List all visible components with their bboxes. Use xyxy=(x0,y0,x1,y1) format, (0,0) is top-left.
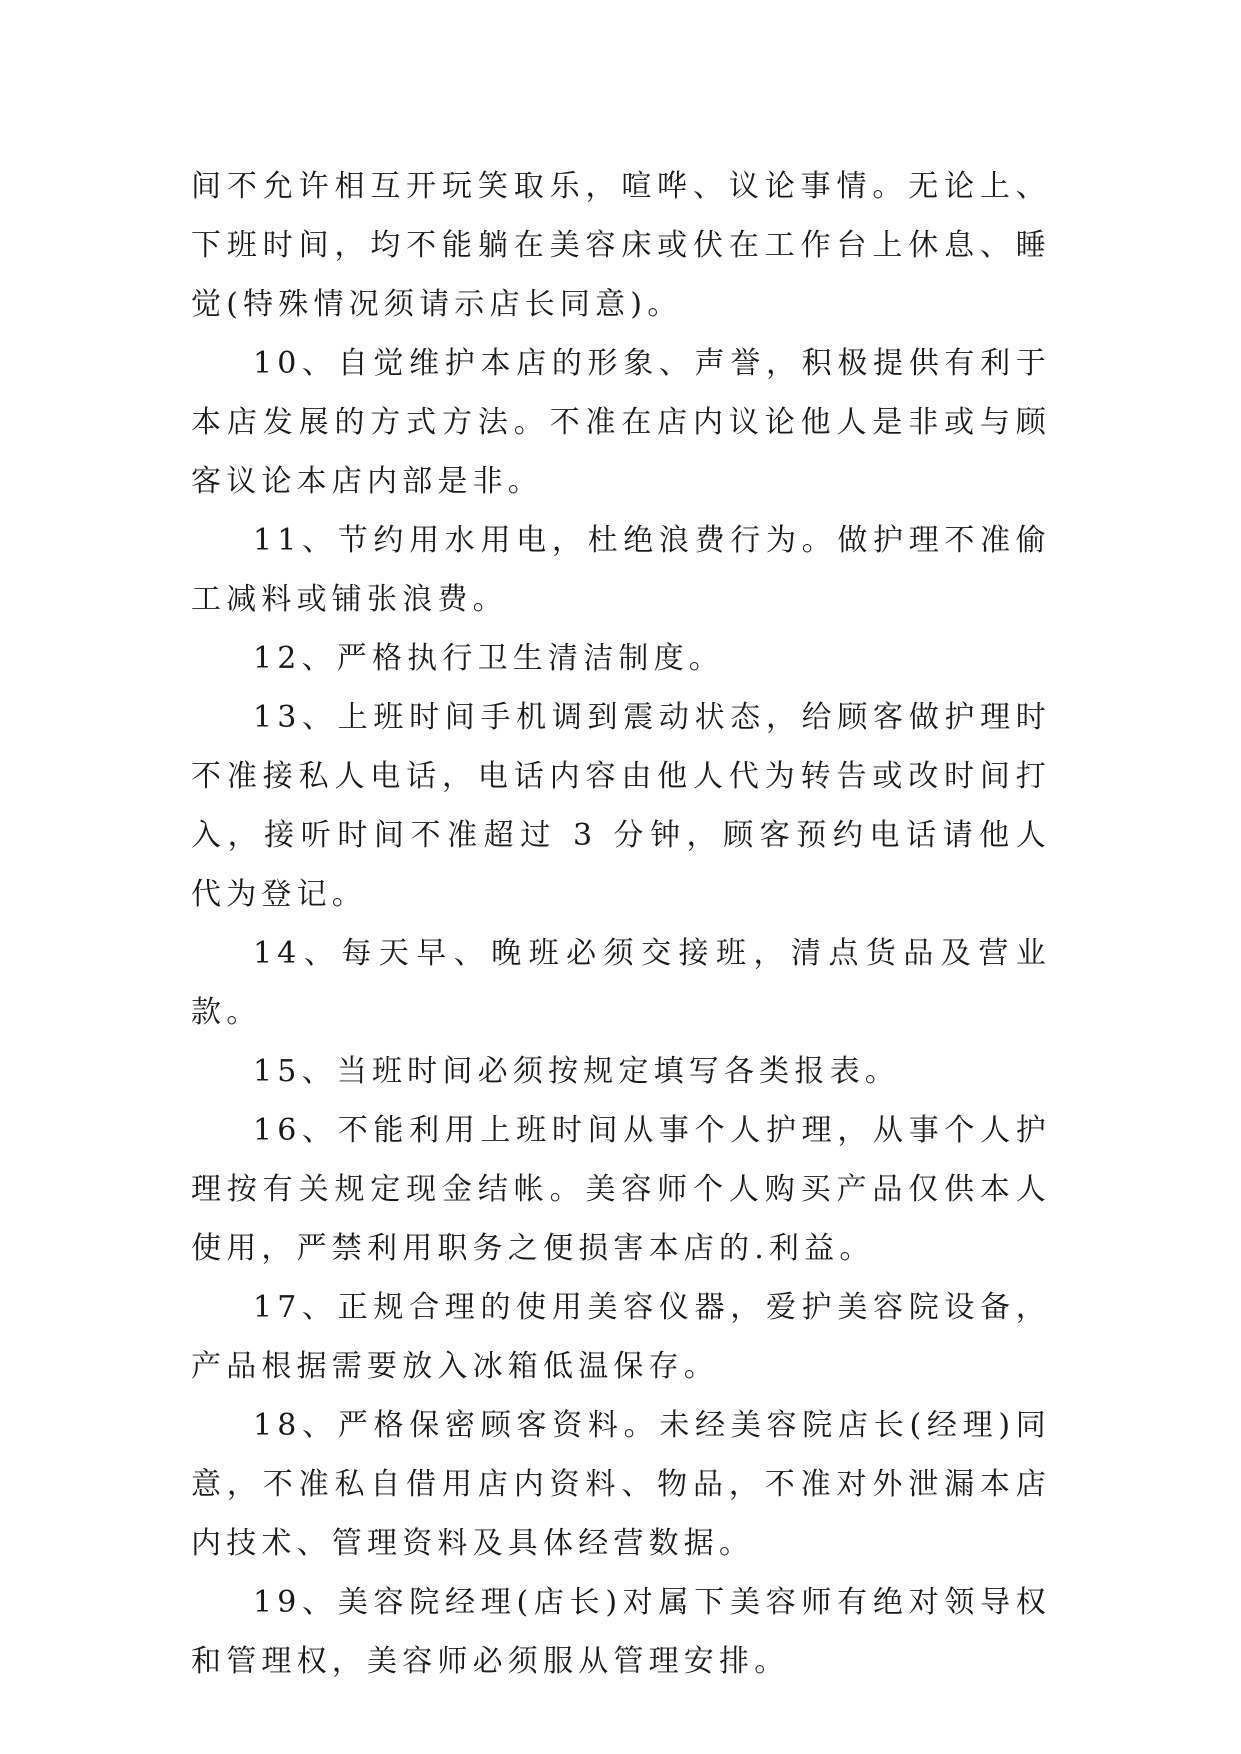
paragraph-rule-13: 13、上班时间手机调到震动状态，给顾客做护理时不准接私人电话，电话内容由他人代为转告或改时间打入，接听时间不准超过 3 分钟，顾客预约电话请他人代为登记。 xyxy=(191,700,1051,912)
paragraph-rule-18: 18、严格保密顾客资料。未经美容院店长(经理)同意，不准私自借用店内资料、物品，不准对外泄漏本店内技术、管理资料及具体经营数据。 xyxy=(191,1408,1051,1561)
paragraph-rule-14: 14、每天早、晚班必须交接班，清点货品及营业款。 xyxy=(191,936,1051,1030)
paragraph-rule-10: 10、自觉维护本店的形象、声誉，积极提供有利于本店发展的方式方法。不准在店内议论他人是非或与顾客议论本店内部是非。 xyxy=(191,346,1051,499)
paragraph-rule-12: 12、严格执行卫生清洁制度。 xyxy=(253,641,724,676)
paragraph-rule-11: 11、节约用水用电，杜绝浪费行为。做护理不准偷工减料或铺张浪费。 xyxy=(191,523,1051,617)
paragraph-rule-17: 17、正规合理的使用美容仪器，爱护美容院设备，产品根据需要放入冰箱低温保存。 xyxy=(191,1290,1051,1384)
paragraph-rule-16: 16、不能利用上班时间从事个人护理，从事个人护理按有关规定现金结帐。美容师个人购买产品仅供本人使用，严禁利用职务之便损害本店的.利益。 xyxy=(191,1113,1051,1266)
paragraph-continuation: 间不允许相互开玩笑取乐，喧哗、议论事情。无论上、下班时间，均不能躺在美容床或伏在工作台上休息、睡觉(特殊情况须请示店长同意)。 xyxy=(191,169,1051,322)
paragraph-rule-19: 19、美容院经理(店长)对属下美容师有绝对领导权和管理权，美容师必须服从管理安排。 xyxy=(191,1585,1051,1679)
paragraph-rule-15: 15、当班时间必须按规定填写各类报表。 xyxy=(253,1054,900,1089)
document-body xyxy=(191,157,1051,1691)
